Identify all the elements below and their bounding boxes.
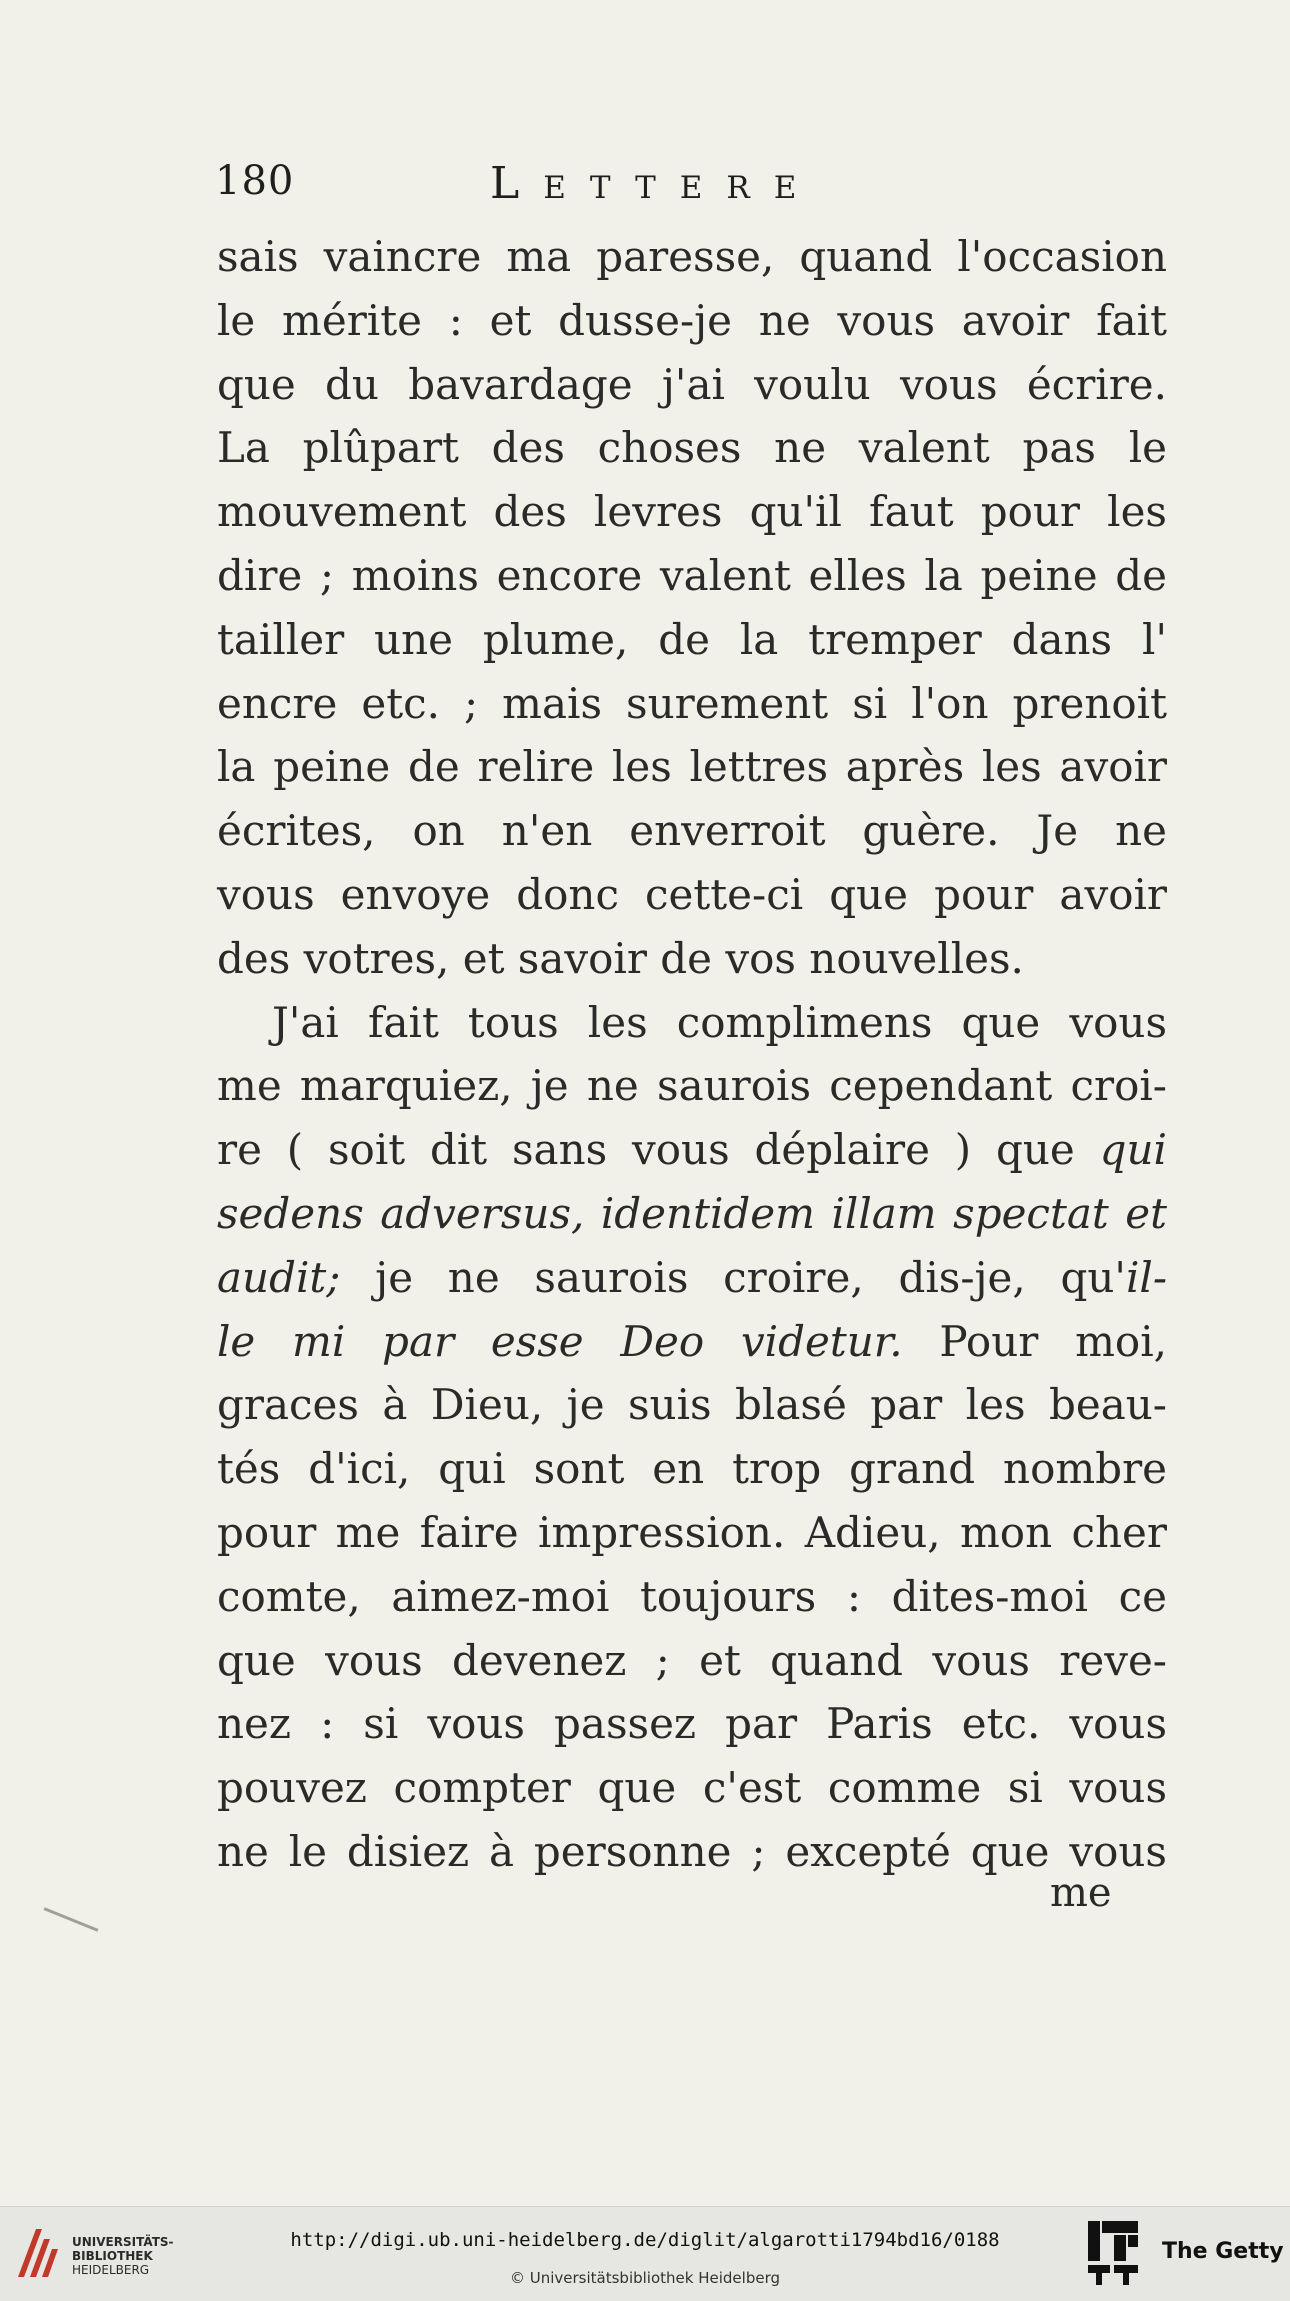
institution-line: HEIDELBERG <box>72 2263 150 2277</box>
institution-line: BIBLIOTHEK <box>72 2249 153 2263</box>
text-line: pour me faire impression. Adieu, mon cher <box>217 1507 1167 1557</box>
text-span: Pour moi, <box>939 1316 1167 1366</box>
viewer-footer <box>0 2206 1290 2301</box>
text-line: graces à Dieu, je suis blasé par les beau- <box>217 1380 1167 1430</box>
text-line: encre etc. ; mais surement si l'on prenoit <box>217 678 1167 728</box>
text-line: que vous devenez ; et quand vous reve- <box>217 1635 1167 1685</box>
text-line: La plûpart des choses ne valent pas le <box>217 423 1167 473</box>
page-number: 180 <box>215 158 295 204</box>
letter-text <box>217 225 1167 1884</box>
getty-logo-icon <box>1088 2221 1138 2285</box>
text-span: je ne saurois croire, dis-je, qu' <box>375 1252 1126 1302</box>
latin-quote-line: sedens adversus, identidem illam spectat et <box>217 1188 1167 1238</box>
text-line <box>217 1246 1167 1310</box>
text-line <box>217 1118 1167 1182</box>
page-header <box>215 158 915 218</box>
running-title: Lettere <box>490 158 821 209</box>
text-line: dire ; moins encore valent elles la peine de <box>217 550 1167 600</box>
text-line: la peine de relire les lettres après les avoir <box>217 742 1167 792</box>
latin-quote: il- <box>1125 1252 1168 1302</box>
text-line: vous envoye donc cette-ci que pour avoir <box>217 869 1167 919</box>
text-line: des votres, et savoir de vos nouvelles. <box>217 933 1024 983</box>
permalink-url[interactable]: http://digi.ub.uni-heidelberg.de/diglit/algarotti1794bd16/0188 <box>290 2229 1000 2251</box>
copyright-notice: © Universitätsbibliothek Heidelberg <box>509 2269 780 2287</box>
text-line <box>217 1310 1167 1374</box>
getty-name: The Getty <box>1162 2239 1284 2264</box>
text-line: mouvement des levres qu'il faut pour les <box>217 487 1167 537</box>
text-line: pouvez compter que c'est comme si vous <box>217 1763 1167 1813</box>
text-line: le mérite : et dusse-je ne vous avoir fait <box>217 295 1167 345</box>
text-line: tailler une plume, de la tremper dans l' <box>217 614 1167 664</box>
latin-quote: qui <box>1099 1125 1167 1175</box>
text-line: nez : si vous passez par Paris etc. vous <box>217 1699 1167 1749</box>
text-line: écrites, on n'en enverroit guère. Je ne <box>217 806 1167 856</box>
text-line: me marquiez, je ne saurois cependant croi- <box>217 1061 1167 1111</box>
text-line: tés d'ici, qui sont en trop grand nombre <box>217 1444 1167 1494</box>
latin-quote: audit; <box>217 1252 341 1302</box>
text-line: sais vaincre ma paresse, quand l'occasion <box>217 232 1167 281</box>
ink-mark <box>44 1907 99 1932</box>
text-line: que du bavardage j'ai voulu vous écrire. <box>217 359 1167 409</box>
text-line: J'ai fait tous les complimens que vous <box>272 997 1167 1047</box>
institution-line: UNIVERSITÄTS- <box>72 2235 174 2249</box>
text-line: comte, aimez-moi toujours : dites-moi ce <box>217 1571 1167 1621</box>
catchword: me <box>1050 1870 1112 1916</box>
text-span: re ( soit dit sans vous déplaire ) que <box>217 1125 1075 1175</box>
latin-quote: le mi par esse Deo videtur. <box>217 1316 903 1366</box>
text-line: ne le disiez à personne ; excepté que vous <box>217 1826 1167 1876</box>
